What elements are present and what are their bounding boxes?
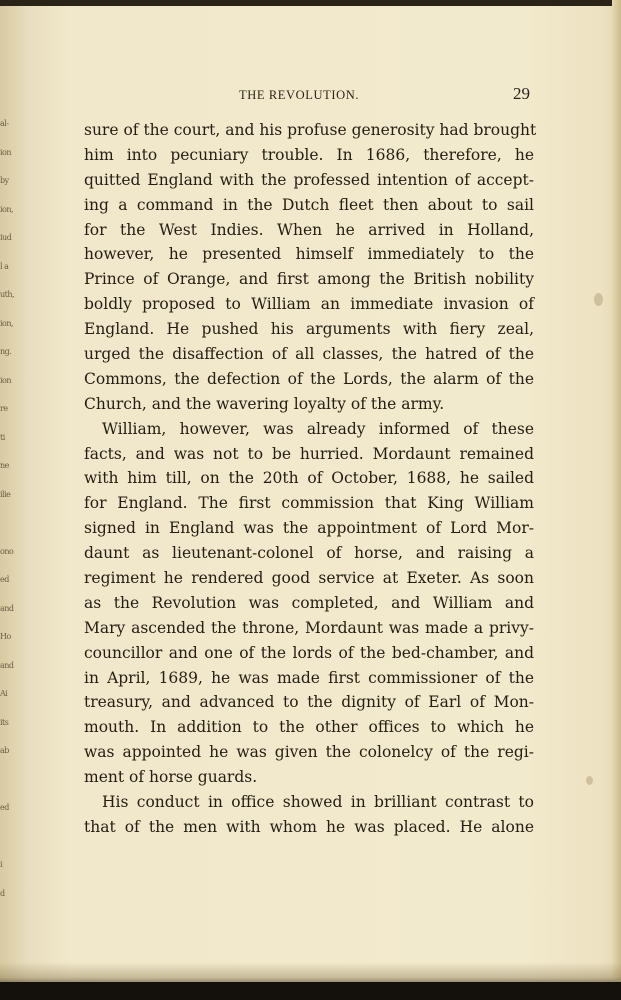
scan-bottom-edge <box>0 982 621 1000</box>
gutter-fragment: ilie <box>0 489 11 499</box>
page-number: 29 <box>513 84 530 103</box>
gutter-fragment: l a <box>0 261 9 271</box>
text-line: signed in England was the appointment of Lord Mor- <box>84 519 534 538</box>
gutter-fragment: ne <box>0 461 9 470</box>
gutter-fragment: d <box>0 888 5 898</box>
gutter-fragment: Ai <box>0 689 8 698</box>
body-text <box>84 118 537 840</box>
gutter-fragment: ed <box>0 803 9 812</box>
page-bottom-shadow <box>0 962 621 984</box>
gutter-fragment <box>0 509 14 538</box>
text-line: England. He pushed his arguments with fiery zeal, <box>84 320 534 339</box>
text-line: urged the disaffection of all classes, the hatred of the <box>84 345 534 364</box>
gutter-fragment: ono <box>0 546 14 556</box>
gutter-fragment: iud <box>0 233 12 242</box>
text-line: Church, and the wavering loyalty of the army. <box>84 394 445 413</box>
paper-stain <box>594 293 603 306</box>
gutter-fragment: and <box>0 603 14 613</box>
text-line: William, however, was already informed of these <box>102 419 534 438</box>
text-line: quitted England with the professed intention of accept- <box>84 170 534 189</box>
page-top-edge <box>0 0 621 6</box>
gutter-fragment: ng. <box>0 347 12 356</box>
text-line: ing a command in the Dutch fleet then about to sail <box>84 195 534 214</box>
text-line: with him till, on the 20th of October, 1688, he sailed <box>84 469 534 488</box>
text-line: Mary ascended the throne, Mordaunt was made a privy- <box>84 618 534 637</box>
text-line: him into pecuniary trouble. In 1686, therefore, he <box>84 145 534 164</box>
text-line: councillor and one of the lords of the bed-chamber, and <box>84 643 534 662</box>
gutter-fragment: and <box>0 660 14 670</box>
text-line: for England. The first commission that King William <box>84 494 534 513</box>
gutter-fragment: ti <box>0 432 5 442</box>
gutter-fragment: ion <box>0 375 12 385</box>
text-line: His conduct in office showed in brilliant contrast to <box>102 793 534 812</box>
gutter-fragment: al- <box>0 119 9 128</box>
gutter-fragment: i <box>0 860 3 869</box>
gutter-fragment: its <box>0 717 9 727</box>
gutter-fragment: uth, <box>0 290 15 299</box>
text-line: daunt as lieutenant-colonel of horse, and raising a <box>84 544 534 563</box>
gutter-fragment: ion, <box>0 204 14 214</box>
gutter-fragment: ab <box>0 746 9 755</box>
text-line: was appointed he was given the colonelcy of the regi- <box>84 743 534 762</box>
page-right-edge <box>612 0 621 980</box>
text-line: Commons, the defection of the Lords, the alarm of the <box>84 369 534 388</box>
gutter-fragment: ion, <box>0 318 14 328</box>
facing-page-gutter-text <box>0 110 15 898</box>
text-line: Prince of Orange, and first among the British nobility <box>84 270 534 289</box>
text-line: ment of horse guards. <box>84 768 258 787</box>
gutter-fragment <box>0 766 14 795</box>
text-line: mouth. In addition to the other offices to which he <box>84 718 534 737</box>
gutter-fragment: by <box>0 176 9 185</box>
paper-stain <box>586 776 593 785</box>
text-line: however, he presented himself immediately to the <box>84 245 534 264</box>
gutter-fragment: ed <box>0 575 9 584</box>
running-title: THE REVOLUTION. <box>239 88 360 102</box>
gutter-fragment: Ho <box>0 632 11 641</box>
text-line: regiment he rendered good service at Exeter. As soon <box>84 569 534 588</box>
gutter-fragment: re <box>0 404 8 413</box>
text-line: that of the men with whom he was placed. He alone <box>84 817 534 836</box>
text-line: treasury, and advanced to the dignity of Earl of Mon- <box>84 693 534 712</box>
text-line: sure of the court, and his profuse generosity had brought <box>84 121 537 139</box>
running-header <box>0 86 621 108</box>
gutter-fragment <box>0 823 14 852</box>
text-line: boldly proposed to William an immediate invasion of <box>84 295 534 314</box>
text-line: for the West Indies. When he arrived in Holland, <box>84 220 534 239</box>
text-line: in April, 1689, he was made first commissioner of the <box>84 668 534 687</box>
gutter-fragment: ion <box>0 147 12 157</box>
text-line: facts, and was not to be hurried. Mordaunt remained <box>84 444 534 463</box>
text-line: as the Revolution was completed, and William and <box>84 593 534 612</box>
